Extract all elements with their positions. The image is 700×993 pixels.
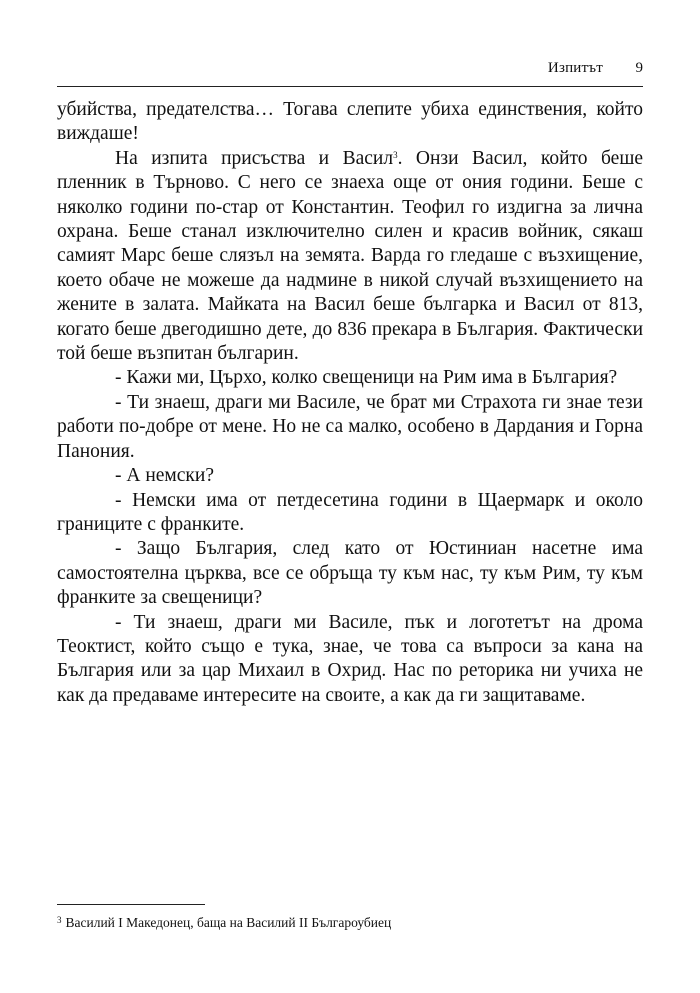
footnote-mark: 3 (57, 915, 62, 925)
paragraph: убийства, предателства… Тогава слепите убиха единствения, който виждаше! (57, 99, 643, 145)
paragraph-text: На изпита присъства и Васил (115, 147, 394, 169)
paragraph: - Ти знаеш, драги ми Василе, че брат ми Страхота ги знае тези работи по-добре от мене. Но не са малко, особено в Дардания и Горна Панония. (57, 391, 643, 462)
paragraph: - Защо България, след като от Юстиниан насетне има самостоятелна църква, все се обръща ту към нас, ту към Рим, ту към франките за свещеници? (57, 538, 643, 609)
footnote (57, 912, 643, 931)
running-title: Изпитът (547, 60, 603, 76)
paragraph: - А немски? (115, 465, 214, 487)
page-header (57, 58, 643, 84)
paragraph: - Ти знаеш, драги ми Василе, пък и логотетът на дрома Теоктист, който също е тука, знае, че това са въпроси за кана на България или за цар Михаил в Охрид. Нас по реторика ни учиха не как да предаваме интересите на своите, а как да ги защитаваме. (57, 611, 643, 706)
paragraph-text: . Онзи Васил, който беше пленник в Търново. С него се знаеха още от ония години. Беше с няколко години по-стар от Константин. Теофил го издигна за лична охрана. Беше станал изключително силен и красив войник, сякаш самият Марс беше слязъл на земята. Варда го гледаше с възхищение, което обаче не можеше да надмине в никой случай възхищението на жените в залата. Майката на Васил беше българка и Васил от 813, когато беше двегодишно дете, до 836 прекара в България. Фактически той беше възпитан българин. (57, 147, 643, 365)
paragraph (57, 147, 643, 367)
body-text (57, 98, 643, 708)
paragraph: - Кажи ми, Църхо, колко свещеници на Рим има в България? (115, 367, 618, 389)
footnote-rule (57, 904, 205, 905)
footnote-text: Василий I Македонец, баща на Василий II Българоубиец (65, 915, 392, 930)
paragraph: - Немски има от петдесетина години в Щаермарк и около границите с франките. (57, 489, 643, 535)
page-number: 9 (635, 60, 643, 76)
header-rule (57, 86, 643, 87)
footnote-reference: 3 (393, 149, 398, 160)
